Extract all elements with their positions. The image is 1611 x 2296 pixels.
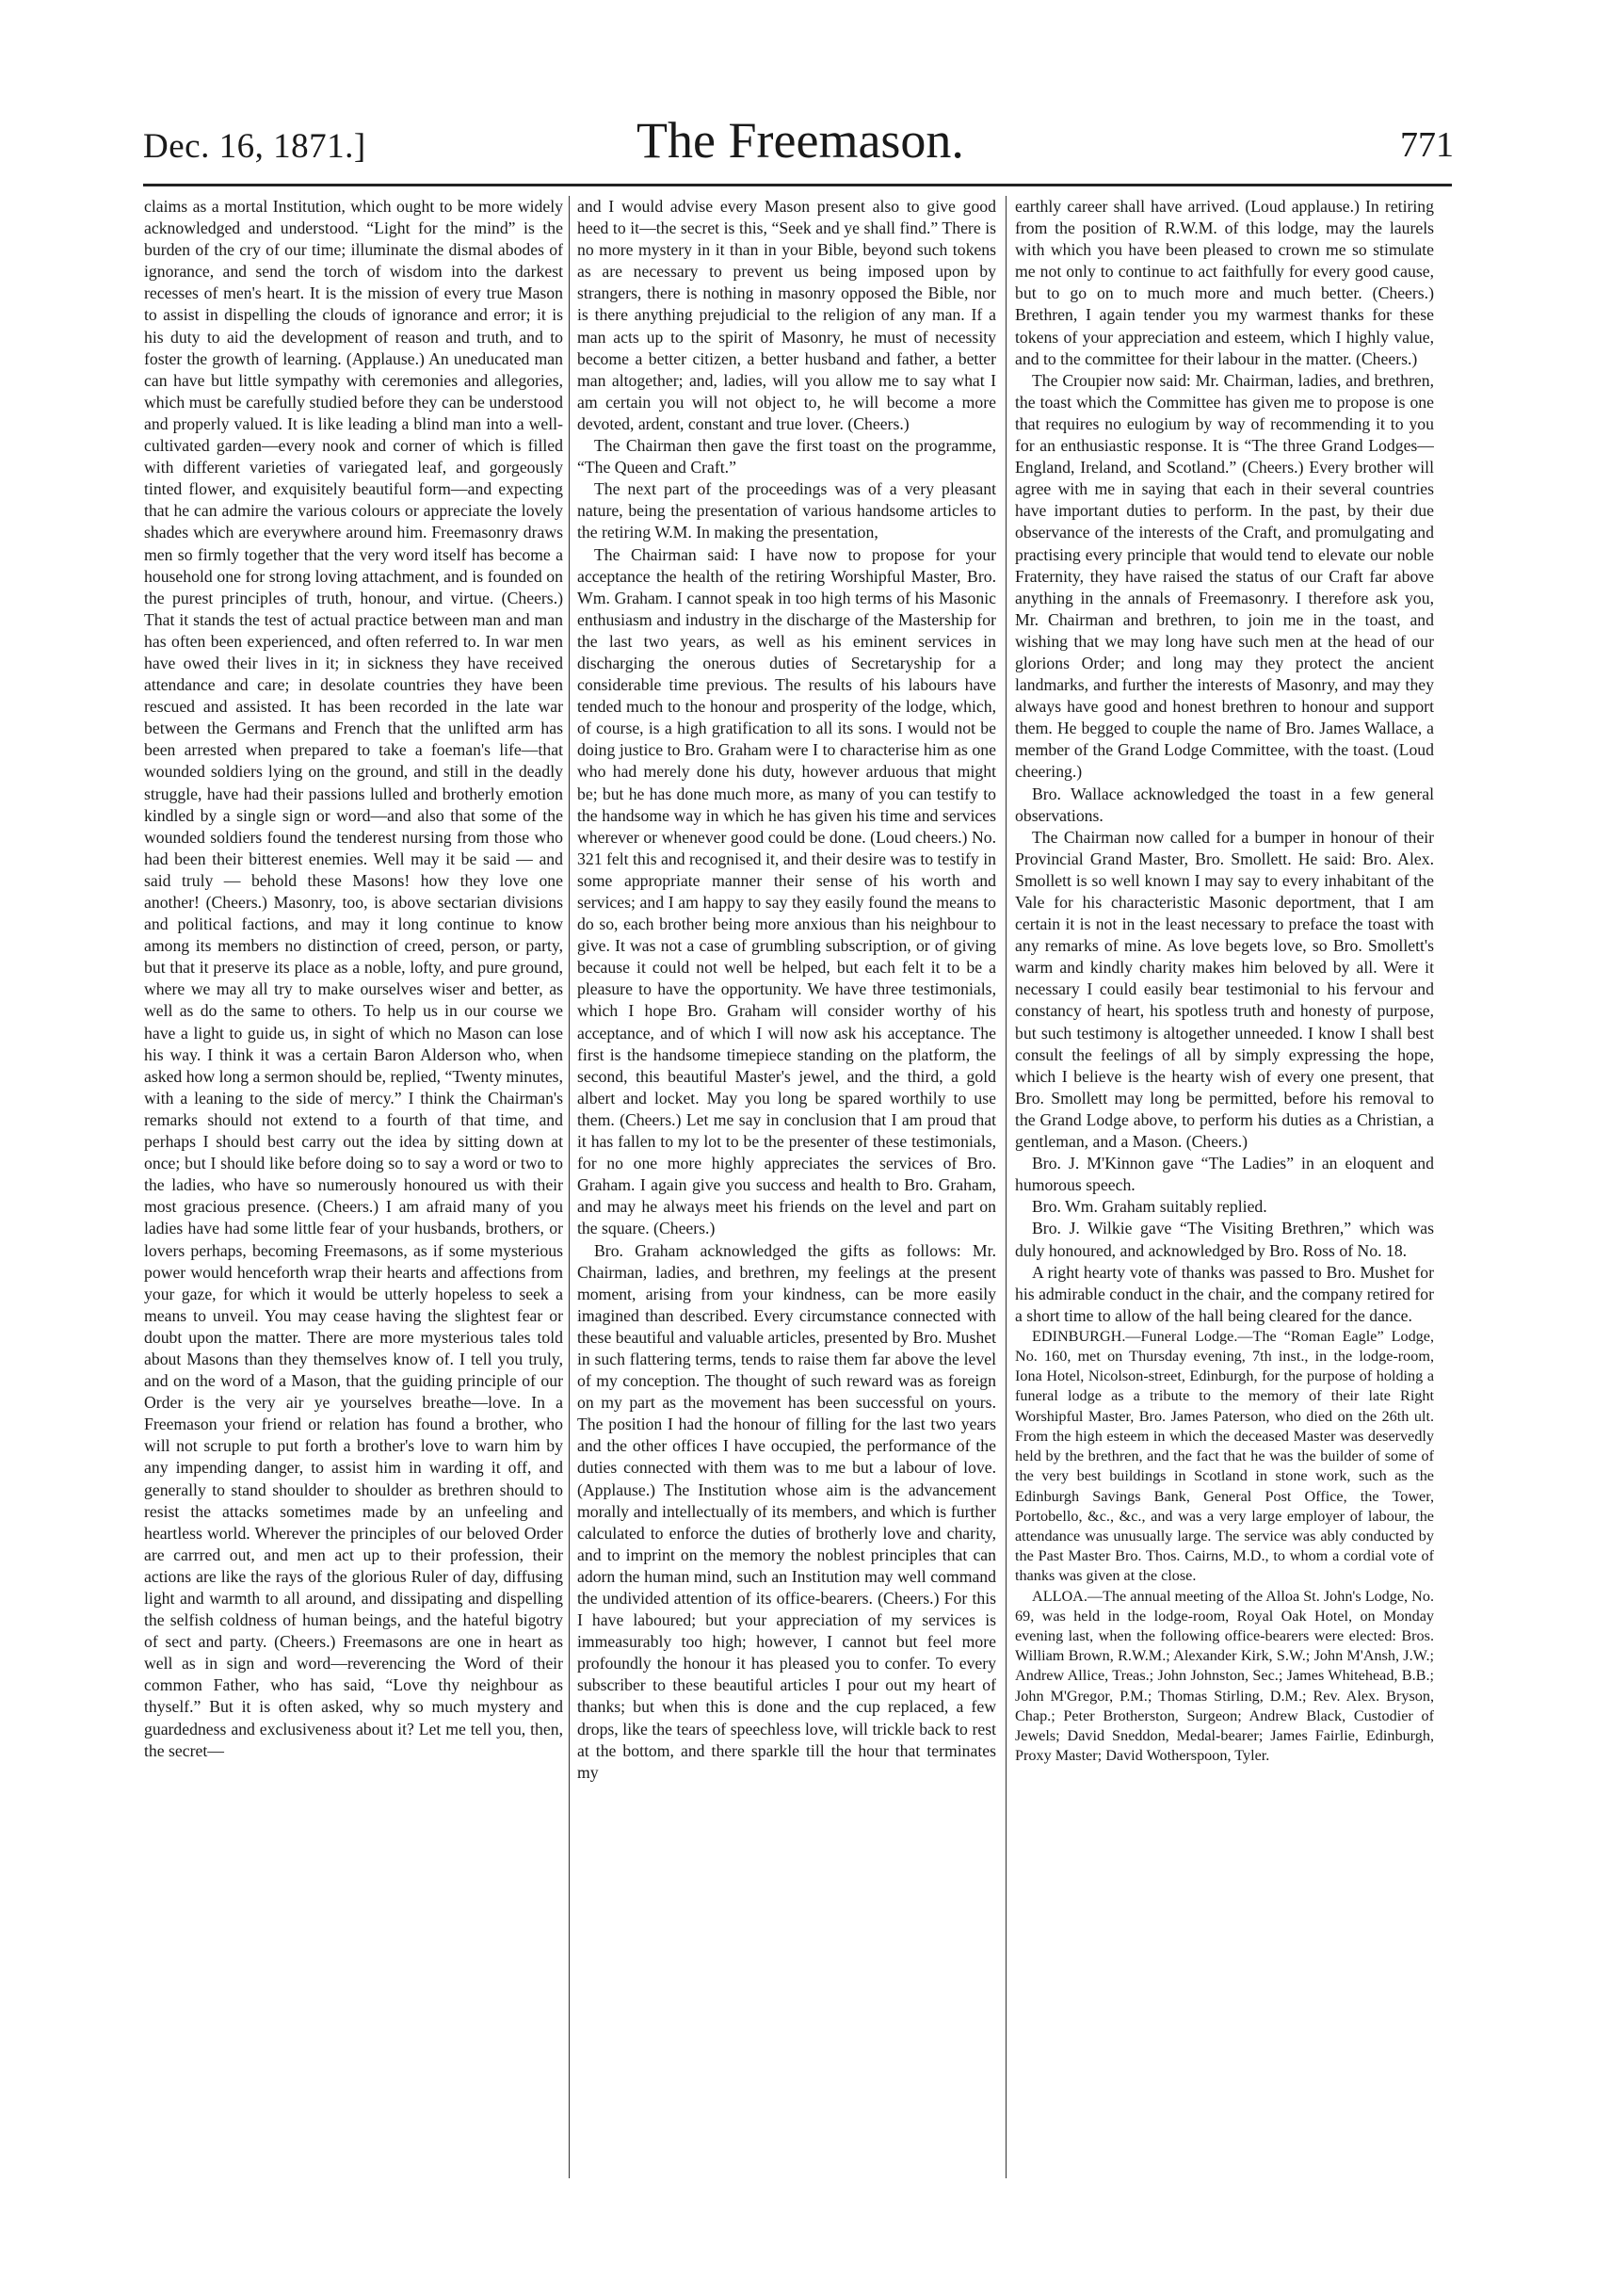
column-divider-1 (569, 196, 570, 2178)
column-2-paragraph-3: The next part of the proceedings was of a very pleasant nature, being the presentation of various handsome articles to the retiring W.M. In making the presentation, (577, 479, 996, 542)
column-1-paragraph-1: claims as a mortal Institution, which ought to be more widely acknowledged and understood. “Light for the mind” is the burden of the cry of our time; illuminate the dismal abodes of ignorance, and send the torch of wisdom into the darkest recesses of men's heart. It is the mission of every true Mason to assist in dispelling the clouds of ignorance and error; it is his duty to aid the development of reason and truth, and to foster the growth of learning. (Applause.) An uneducated man can have but little sympathy with ceremonies and allegories, which must be carefully studied before they can be understood and properly valued. It is like leading a blind man into a well-cultivated garden—every nook and corner of which is filled with different varieties of variegated leaf, and gorgeously tinted flower, and exquisitely beautiful form—and expecting that he can admire the various colours or appreciate the lovely shades which are everywhere around him. Freemasonry draws men so firmly together that the very word itself has become a household one for strong loving attachment, and is founded on the purest principles of truth, honour, and virtue. (Cheers.) That it stands the test of actual practice between man and man has often been experienced, and often referred to. In war men have owed their lives in it; in sickness they have received attendance and care; in desolate countries they have been rescued and assisted. It has been recorded in the late war between the Germans and French that the unlifted arm has been arrested when prepared to take a foeman's life—that wounded soldiers lying on the ground, and still in the deadly struggle, have had their passions lulled and brotherly emotion kindled by a single sign or word—and also that some of the wounded soldiers found the tenderest nursing from those who had been their bitterest enemies. Well may it be said — and said truly — behold these Masons! how they love one another! (Cheers.) Masonry, too, is above sectarian divisions and political factions, and may it long continue to know among its members no distinction of creed, person, or party, but that it preserve its place as a noble, lofty, and pure ground, where we may all try to make ourselves wiser and better, as well as do the same to others. To help us in our course we have a light to guide us, in sight of which no Mason can lose his way. I think it was a certain Baron Alderson who, when asked how long a sermon should be, replied, “Twenty minutes, with a leaning to the side of mercy.” I think the Chairman's remarks should not extend to a fourth of that time, and perhaps I should best carry out the idea by sitting down at once; but I should like before doing so to say a word or two to the ladies, who have so numerously honoured us with their most gracious presence. (Cheers.) I am afraid many of you ladies have had some little fear of your husbands, brothers, or lovers perhaps, becoming Freemasons, as if some mysterious power would henceforth wrap their hearts and affections from your gaze, for which it would be utterly hopeless to seek a means to unveil. You may cease having the slightest fear or doubt upon the matter. There are more mysterious tales told about Masons than they themselves know of. I tell you truly, and on the word of a Mason, that the guiding principle of our Order is the very air ye yourselves breathe—love. In a Freemason your friend or relation has found a brother, who will not scruple to put forth a brother's love to warn him by any impending danger, to assist him in warding it off, and generally to stand shoulder to shoulder as brethren should to resist the attacks sometimes made by an unfeeling and heartless world. Wherever the principles of our beloved Order are carrred out, and men act up to their profession, their actions are like the rays of the glorious Ruler of day, diffusing light and warmth to all around, and dissipating and dispelling the selfish coldness of human beings, and the hateful bigotry of sect and party. (Cheers.) Freemasons are one in heart as well as in sign and word—reverencing the Word of their common Father, who has said, “Love thy neighbour as thyself.” But it is often asked, why so much mystery and guardedness and exclusiveness about it? Let me tell you, then, the secret— (144, 197, 563, 1760)
newspaper-title: The Freemason. (636, 112, 964, 169)
column-2-paragraph-4: The Chairman said: I have now to propose for your acceptance the health of the retiring Worshipful Master, Bro. Wm. Graham. I cannot speak in too high terms of his Masonic enthusiasm and industry in the discharge of the Mastership for the last two years, as well as his eminent services in discharging the onerous duties of Secretaryship for a considerable time previous. The results of his labours have tended much to the honour and prosperity of the lodge, which, of course, is a high gratification to all its sons. I would not be doing justice to Bro. Graham were I to characterise him as one who had merely done his duty, however arduous that might be; but he has done much more, as many of you can testify to the handsome way in which he has given his time and services wherever or whenever good could be done. (Loud cheers.) No. 321 felt this and recognised it, and their desire was to testify in some appropriate manner their sense of his worth and services; and I am happy to say they easily found the means to do so, each brother being more anxious than his neighbour to give. It was not a case of grumbling subscription, or of giving because it could not well be helped, but each felt it to be a pleasure to have the opportunity. We have three testimonials, which I hope Bro. Graham will consider worthy of his acceptance, and of which I will now ask his acceptance. The first is the handsome timepiece standing on the platform, the second, this beautiful Master's jewel, and the third, a gold albert and locket. May you long be spared worthily to use them. (Cheers.) Let me say in conclusion that I am proud that it has fallen to my lot to be the presenter of these testimonials, for no one more highly appreciates the services of Bro. Graham. I again give you success and health to Bro. Graham, and may he always meet his friends on the level and part on the square. (Cheers.) (577, 544, 996, 1238)
column-3-paragraph-10: ALLOA.—The annual meeting of the Alloa St. John's Lodge, No. 69, was held in the lodge-room, Royal Oak Hotel, on Monday evening last, when the following office-bearers were elected: Bros. William Brown, R.W.M.; Alexander Kirk, S.W.; John M'Ansh, J.W.; Andrew Allice, Treas.; John Johnston, Sec.; James Whitehead, B.B.; John M'Gregor, P.M.; Thomas Stirling, D.M.; Rev. Alex. Bryson, Chap.; Peter Brotherston, Surgeon; Andrew Black, Custodier of Jewels; David Sneddon, Medal-bearer; James Fairlie, Edinburgh, Proxy Master; David Wotherspoon, Tyler. (1015, 1587, 1434, 1765)
column-3-paragraph-6: Bro. Wm. Graham suitably replied. (1032, 1197, 1267, 1217)
column-3-paragraph-7: Bro. J. Wilkie gave “The Visiting Brethren,” which was duly honoured, and acknowledged by Bro. Ross of No. 18. (1015, 1219, 1434, 1260)
column-3-paragraph-2: The Croupier now said: Mr. Chairman, ladies, and brethren, the toast which the Committee has given me to propose is one that requires no eulogium by way of recommending it to you for an enthusiastic response. It is “The three Grand Lodges—England, Ireland, and Scotland.” (Cheers.) Every brother will agree with me in saying that each in their several countries have important duties to perform. In the past, by their due observance of the interests of the Craft, and promulgating and practising every principle that would tend to elevate our noble Fraternity, they have raised the status of our Craft far above anything in the annals of Freemasonry. I therefore ask you, Mr. Chairman and brethren, to join me in the toast, and wishing that we may long have such men at the head of our glorions Order; and long may they protect the ancient landmarks, and further the interests of Masonry, and may they always have good and honest brethren to honour and support them. He begged to couple the name of Bro. James Wallace, a member of the Grand Lodge Committee, with the toast. (Loud cheering.) (1015, 370, 1434, 782)
column-3 (1015, 196, 1434, 2183)
column-2-paragraph-5: Bro. Graham acknowledged the gifts as follows: Mr. Chairman, ladies, and brethren, my feelings at the present moment, arising from your kindness, can be more easily imagined than described. Every circumstance connected with these beautiful and valuable articles, presented by Bro. Mushet in such flattering terms, tends to raise them far above the level of my conception. The thought of such reward was as foreign on my part as the movement has been successful on yours. The position I had the honour of filling for the last two years and the other offices I have occupied, the performance of the duties connected with them was to me but a labour of love. (Applause.) The Institution whose aim is the advancement morally and intellectually of its members, and which is further calculated to enforce the duties of brotherly love and charity, and to imprint on the memory the noblest principles that can adorn the human mind, such an Institution may well command the undivided attention of its office-bearers. (Cheers.) For this I have laboured; but your appreciation of my services is immeasurably too high; however, I cannot but feel more profoundly the honour it has pleased you to confer. To every subscriber to these beautiful articles I pour out my heart of thanks; but when this is done and the cup replaced, a few drops, like the tears of speechless love, will trickle back to rest at the bottom, and there sparkle till the hour that terminates my (577, 1240, 996, 1782)
masthead (141, 111, 1459, 177)
page-number: 771 (1400, 125, 1454, 165)
header-rule (143, 184, 1452, 186)
column-3-paragraph-5: Bro. J. M'Kinnon gave “The Ladies” in an eloquent and humorous speech. (1015, 1154, 1434, 1195)
column-3-paragraph-9: EDINBURGH.—Funeral Lodge.—The “Roman Eagle” Lodge, No. 160, met on Thursday evening, 7th inst., in the lodge-room, Iona Hotel, Nicolson-street, Edinburgh, for the purpose of holding a funeral lodge as a tribute to the memory of their late Right Worshipful Master, Bro. James Paterson, who died on the 26th ult. From the high esteem in which the deceased Master was deservedly held by the brethren, and the fact that he was the builder of some of the very best buildings in Scotland in stone work, such as the Edinburgh Savings Bank, General Post Office, the Tower, Portobello, &c., &c., and was a very large employer of labour, the attendance was unusually large. The service was ably conducted by the Past Master Bro. Thos. Cairns, M.D., to whom a cordial vote of thanks was given at the close. (1015, 1327, 1434, 1585)
column-2-paragraph-2: The Chairman then gave the first toast on the programme, “The Queen and Craft.” (577, 436, 996, 477)
column-3-paragraph-3: Bro. Wallace acknowledged the toast in a few general observations. (1015, 784, 1434, 825)
column-3-paragraph-1: earthly career shall have arrived. (Loud applause.) In retiring from the position of R.W.M. of this lodge, may the laurels with which you have been pleased to crown me so stimulate me not only to continue to act faithfully for every good cause, but to go on to much more and much better. (Cheers.) Brethren, I again tender you my warmest thanks for these tokens of your appreciation and esteem, which I highly value, and to the committee for their labour in the matter. (Cheers.) (1015, 197, 1434, 368)
column-1 (144, 196, 563, 2183)
column-divider-2 (1006, 196, 1007, 2178)
column-3-paragraph-4: The Chairman now called for a bumper in honour of their Provincial Grand Master, Bro. Smollett. He said: Bro. Alex. Smollett is so well known I may say to every inhabitant of the Vale for his characteristic Masonic deportment, that I am certain it is not in the least necessary to preface the toast with any remarks of mine. As love begets love, so Bro. Smollett's warm and kindly charity makes him beloved by all. Were it necessary I could easily bear testimonial to his fervour and constancy of heart, his spotless truth and honesty of purpose, but such testimony is altogether unneeded. I know I shall best consult the feelings of all by simply expressing the hope, which I believe is the hearty wish of every one present, that Bro. Smollett may long be permitted, before his removal to the Grand Lodge above, to perform his duties as a Christian, a gentleman, and a Mason. (Cheers.) (1015, 827, 1434, 1152)
column-2-paragraph-1: and I would advise every Mason present also to give good heed to it—the secret is this, “Seek and ye shall find.” There is no more mystery in it than in your Bible, beyond such tokens as are necessary to prevent us being imposed upon by strangers, there is nothing in masonry opposed the Bible, nor is there anything prejudicial to the religion of any man. If a man acts up to the spirit of Masonry, he must of necessity become a better citizen, a better husband and father, a better man altogether; and, ladies, will you allow me to say what I am certain you will not object to, he will become a more devoted, ardent, constant and true lover. (Cheers.) (577, 197, 996, 433)
column-3-paragraph-8: A right hearty vote of thanks was passed to Bro. Mushet for his admirable conduct in the chair, and the company retired for a short time to allow of the hall being cleared for the dance. (1015, 1262, 1434, 1325)
issue-date: Dec. 16, 1871.] (143, 127, 366, 166)
column-2 (577, 196, 996, 2183)
